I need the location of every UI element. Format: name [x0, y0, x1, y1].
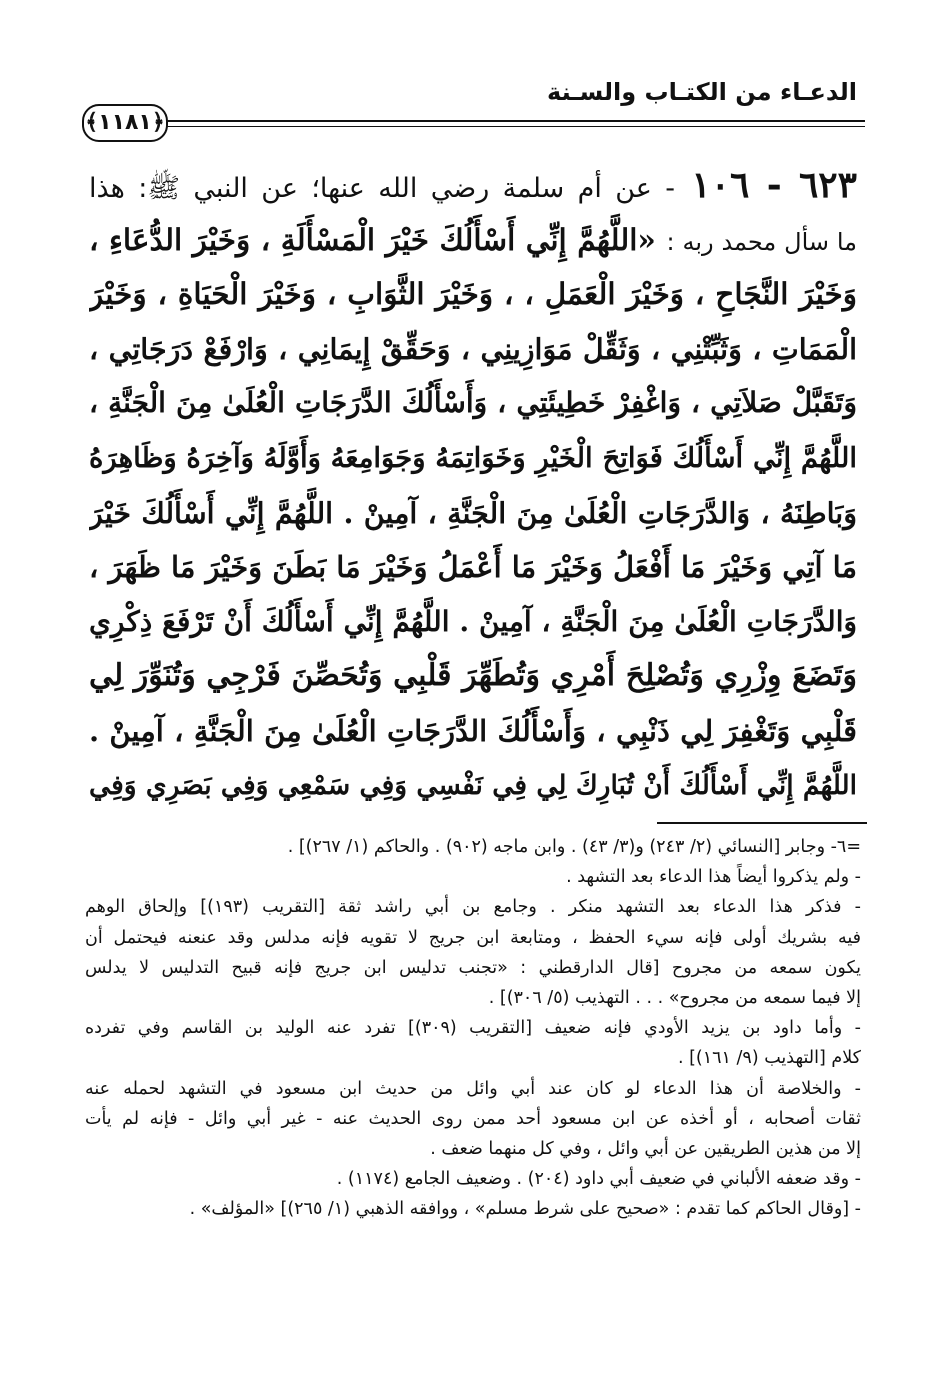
footnote-line: =٦- وجابر [النسائي (٢/ ٢٤٣) و(٣/ ٤٣) . وابن ماجه (٩٠٢) . والحاكم (١/ ٢٦٧)] . — [287, 837, 861, 857]
hadith-line-text: - عن أم سلمة رضي الله عنها؛ عن النبي ﷺ: هذا — [89, 173, 676, 204]
header-rule — [160, 120, 865, 122]
footnote-line: - فذكر هذا الدعاء بعد التشهد منكر . وجامع بن أبي راشد ثقة [التقريب (١٩٣)] وإلحاق الوهم — [85, 897, 861, 918]
page-number: ﴿١١٨١﴾ — [82, 104, 168, 142]
footnote-line: ثقات أصحابه ، أو أخذه عن ابن مسعود أحد ممن روى الحديث عنه - غير أبي وائل - فإنه لم يأت — [85, 1108, 861, 1129]
footnote-line: - والخلاصة أن هذا الدعاء لو كان عند أبي وائل من حديث ابن مسعود في التشهد لحمله عنه — [85, 1078, 861, 1099]
hadith-text — [89, 158, 857, 813]
hadith-line: اللَّهُمَّ إِنِّي أَسْأَلُكَ أَنْ تُبَارِكَ لِي فِي نَفْسِي وَفِي سَمْعِي وَفِي بَصَرِي وَفِي — [89, 769, 857, 801]
hadith-line: قَلْبِي وَتَغْفِرَ لِي ذَنْبِي ، وَأَسْأَلُكَ الدَّرَجَاتِ الْعُلَىٰ مِنَ الْجَنَّةِ ، آمِينْ . — [89, 713, 857, 748]
hadith-line: وَتَقَبَّلْ صَلاَتِي ، وَاغْفِرْ خَطِيئَتِي ، وَأَسْأَلُكَ الدَّرَجَاتِ الْعُلَىٰ مِنَ الْجَنَّةِ ، — [89, 386, 857, 420]
hadith-line: اللَّهُمَّ إِنِّي أَسْأَلُكَ فَوَاتِحَ الْخَيْرِ وَخَوَاتِمَهُ وَجَوَامِعَهُ وَأَوَّلَهُ وَآخِرَهُ وَظَاهِرَهُ — [89, 441, 857, 474]
hadith-line-text: «اللَّهُمَّ إِنِّي أَسْأَلُكَ خَيْرَ الْمَسْأَلَةِ ، وَخَيْرَ الدُّعَاءِ ، — [89, 221, 656, 257]
running-title: الدعـاء من الكتـاب والسـنة — [547, 78, 857, 106]
footnote-line: - ولم يذكروا أيضاً هذا الدعاء بعد التشهد . — [566, 867, 861, 888]
footnote-line: فيه بشريك أولى فإنه سيء الحفظ ، ومتابعة ابن جريج لا تقويه فإنه مدلس وقد عنعنه فيحتمل أن — [85, 927, 861, 948]
header-rule-thin — [160, 126, 865, 127]
footnote-line: - وقد ضعفه الألباني في ضعيف أبي داود (٢٠٤) . وضعيف الجامع (١١٧٤) . — [336, 1169, 861, 1190]
footnote-line: كلام [التهذيب (٩/ ١٦١)] . — [677, 1048, 861, 1069]
hadith-line — [89, 213, 857, 268]
footnote-line: إلا من هذين الطريقين عن أبي وائل ، وفي كل منهما ضعف . — [430, 1138, 861, 1159]
hadith-line: الْمَمَاتِ ، وَثَبِّتْنِي ، وَثَقِّلْ مَوَازِينِي ، وَحَقِّقْ إِيمَانِي ، وَارْفَعْ دَرَجَاتِي ، — [89, 331, 857, 366]
hadith-line: وَبَاطِنَهُ ، وَالدَّرَجَاتِ الْعُلَىٰ مِنَ الْجَنَّةِ ، آمِينْ . اللَّهُمَّ إِنِّي أَسْأَلُكَ خَيْرَ — [89, 495, 857, 530]
hadith-number: ٦٢٣ - ١٠٦ — [691, 164, 857, 206]
hadith-line: مَا آتِي وَخَيْرَ مَا أَفْعَلُ وَخَيْرَ مَا أَعْمَلُ وَخَيْرَ مَا بَطَنَ وَخَيْرَ مَا ظَهَرَ ، — [89, 550, 857, 585]
footnote-separator — [657, 822, 867, 824]
footnote-line: يكون سمعه من مجروح [قال الدارقطني : «تجنب تدليس ابن جريج فإنه قبيح التدليس لا يدلس — [85, 957, 861, 978]
hadith-line-lead: ما سأل محمد ربه : — [666, 227, 857, 256]
footnote-line: - [وقال الحاكم كما تقدم : «صحيح على شرط مسلم» ، ووافقه الذهبي (١/ ٢٦٥)] «المؤلف» . — [189, 1199, 861, 1220]
footnotes — [85, 832, 861, 1224]
footnote-line: إلا فيما سمعه من مجروح» . . . التهذيب (٥/ ٣٠٦)] . — [488, 987, 861, 1008]
footnote-line: - وأما داود بن يزيد الأودي فإنه ضعيف [التقريب (٣٠٩)] تفرد عنه الوليد بن القاسم وفي تفرده — [85, 1018, 861, 1039]
hadith-line — [89, 158, 857, 213]
hadith-line: وَتَضَعَ وِزْرِي وَتُصْلِحَ أَمْرِي وَتُطَهِّرَ قَلْبِي وَتُحَصِّنَ فَرْجِي وَتُنَوِّرَ لِي — [89, 658, 857, 694]
hadith-line: وَالدَّرَجَاتِ الْعُلَىٰ مِنَ الْجَنَّةِ ، آمِينْ . اللَّهُمَّ إِنِّي أَسْأَلُكَ أَنْ تَرْفَعَ ذِكْرِي — [89, 604, 857, 638]
hadith-line: وَخَيْرَ النَّجَاحِ ، وَخَيْرَ الْعَمَلِ ، ، وَخَيْرَ الثَّوَابِ ، وَخَيْرَ الْحَيَاةِ ، وَخَيْرَ — [89, 276, 857, 312]
